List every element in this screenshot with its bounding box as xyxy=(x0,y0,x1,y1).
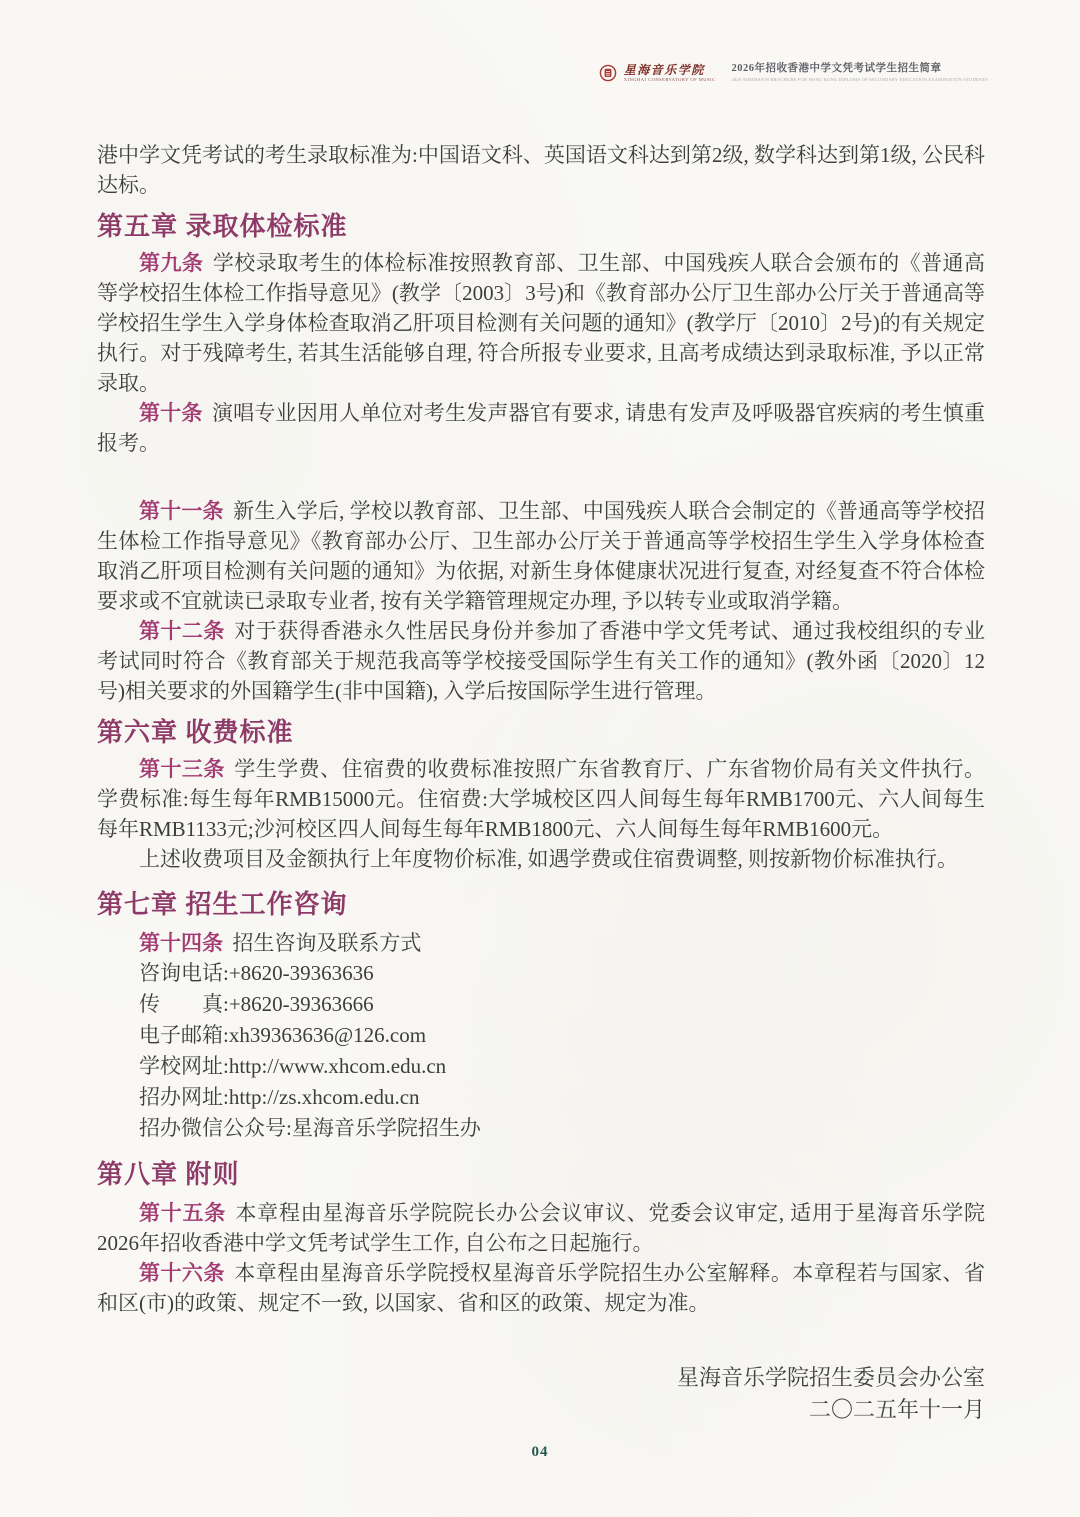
article-13-number: 第十三条 xyxy=(139,757,225,781)
signature-office: 星海音乐学院招生委员会办公室 xyxy=(676,1365,985,1390)
article-9-text: 学校录取考生的体检标准按照教育部、卫生部、中国残疾人联合会颁布的《普通高等学校招生体检工作指导意见》(教学〔2003〕3号)和《教育部办公厅卫生部办公厅关于普通高等学校招生学生入学身体检查取消乙肝项目检测有关问题的通知》(教学厅〔2010〕2号)的有关规定执行。对于残障考生, 若其生活能够自理, 符合所报专业要求, 且高考成绩达到录取标准, 予以正常录取。 xyxy=(97,251,986,395)
article-15-paragraph xyxy=(97,1198,985,1258)
document-title-zh: 2026年招收香港中学文凭考试学生招生简章 xyxy=(731,63,942,75)
article-16-number: 第十六条 xyxy=(139,1261,225,1285)
article-12-number: 第十二条 xyxy=(139,619,225,643)
document-body xyxy=(97,140,985,1318)
contact-school-website: 学校网址:http://www.xhcom.edu.cn xyxy=(139,1054,447,1078)
article-13-paragraph xyxy=(97,754,985,844)
contact-wechat-account: 招办微信公众号:星海音乐学院招生办 xyxy=(139,1116,481,1140)
article-10-text: 演唱专业因用人单位对考生发声器官有要求, 请患有发声及呼吸器官疾病的考生慎重报考。 xyxy=(97,401,986,455)
contact-phone: 咨询电话:+8620-39363636 xyxy=(139,961,374,985)
chapter-7-title: 第七章 招生工作咨询 xyxy=(97,890,348,919)
article-14-number: 第十四条 xyxy=(139,931,223,955)
article-11-paragraph xyxy=(97,496,985,616)
article-11-number: 第十一条 xyxy=(139,499,224,523)
page-number: 04 xyxy=(531,1444,549,1460)
contact-fax: 传 真:+8620-39363666 xyxy=(139,992,374,1016)
school-emblem-icon xyxy=(599,64,617,82)
article-15-number: 第十五条 xyxy=(139,1201,226,1225)
chapter-5-title: 第五章 录取体检标准 xyxy=(97,212,348,241)
signature-block xyxy=(677,1362,985,1426)
article-9-paragraph xyxy=(97,248,985,398)
school-logo-text xyxy=(624,64,716,83)
school-name-zh: 星海音乐学院 xyxy=(623,63,705,77)
contact-admissions-website: 招办网址:http://zs.xhcom.edu.cn xyxy=(139,1085,420,1109)
article-11-text: 新生入学后, 学校以教育部、卫生部、中国残疾人联合会制定的《普通高等学校招生体检工作指导意见》《教育部办公厅、卫生部办公厅关于普通高等学校招生学生入学身体检查取消乙肝项目检测有关问题的通知》为依据, 对新生身体健康状况进行复查, 对经复查不符合体检要求或不宜就读已录取专业者, 按有关学籍管理规定办理, 予以转专业或取消学籍。 xyxy=(97,499,986,613)
intro-continuation-paragraph: 港中学文凭考试的考生录取标准为:中国语文科、英国语文科达到第2级, 数学科达到第1级, 公民科达标。 xyxy=(97,143,985,197)
article-10-number: 第十条 xyxy=(139,401,203,425)
chapter-6-title: 第六章 收费标准 xyxy=(97,718,294,747)
fees-note-paragraph: 上述收费项目及金额执行上年度物价标准, 如遇学费或住宿费调整, 则按新物价标准执行。 xyxy=(139,847,958,871)
signature-date: 二〇二五年十一月 xyxy=(808,1397,985,1422)
contact-email: 电子邮箱:xh39363636@126.com xyxy=(139,1023,427,1047)
school-name-en: XINGHAI CONSERVATORY OF MUSIC xyxy=(623,77,716,82)
school-logo xyxy=(599,64,716,83)
article-12-paragraph xyxy=(97,616,985,706)
chapter-8-title: 第八章 附则 xyxy=(97,1160,240,1189)
article-9-number: 第九条 xyxy=(139,251,204,275)
article-10-paragraph xyxy=(97,398,985,458)
page-header xyxy=(599,64,988,83)
article-16-paragraph xyxy=(97,1258,985,1318)
article-12-text: 对于获得香港永久性居民身份并参加了香港中学文凭考试、通过我校组织的专业考试同时符合《教育部关于规范我高等学校接受国际学生有关工作的通知》(教外函〔2020〕12号)相关要求的外国籍学生(非中国籍), 入学后按国际学生进行管理。 xyxy=(97,619,986,703)
document-title-en: 2026 ADMISSION BROCHURE FOR HONG KONG DIPLOMA OF SECONDARY EDUCATION EXAMINATION STUDENTS xyxy=(731,76,988,82)
article-14-paragraph xyxy=(97,928,985,958)
document-title-block xyxy=(731,64,988,82)
article-16-text: 本章程由星海音乐学院授权星海音乐学院招生办公室解释。本章程若与国家、省和区(市)的政策、规定不一致, 以国家、省和区的政策、规定为准。 xyxy=(97,1261,986,1315)
article-15-text: 本章程由星海音乐学院院长办公会议审议、党委会议审定, 适用于星海音乐学院2026年招收香港中学文凭考试学生工作, 自公布之日起施行。 xyxy=(97,1201,986,1255)
article-13-text: 学生学费、住宿费的收费标准按照广东省教育厅、广东省物价局有关文件执行。学费标准:每生每年RMB15000元。住宿费:大学城校区四人间每生每年RMB1700元、六人间每生每年RMB1133元;沙河校区四人间每生每年RMB1800元、六人间每生每年RMB1600元。 xyxy=(97,757,986,841)
article-14-text: 招生咨询及联系方式 xyxy=(232,931,422,955)
